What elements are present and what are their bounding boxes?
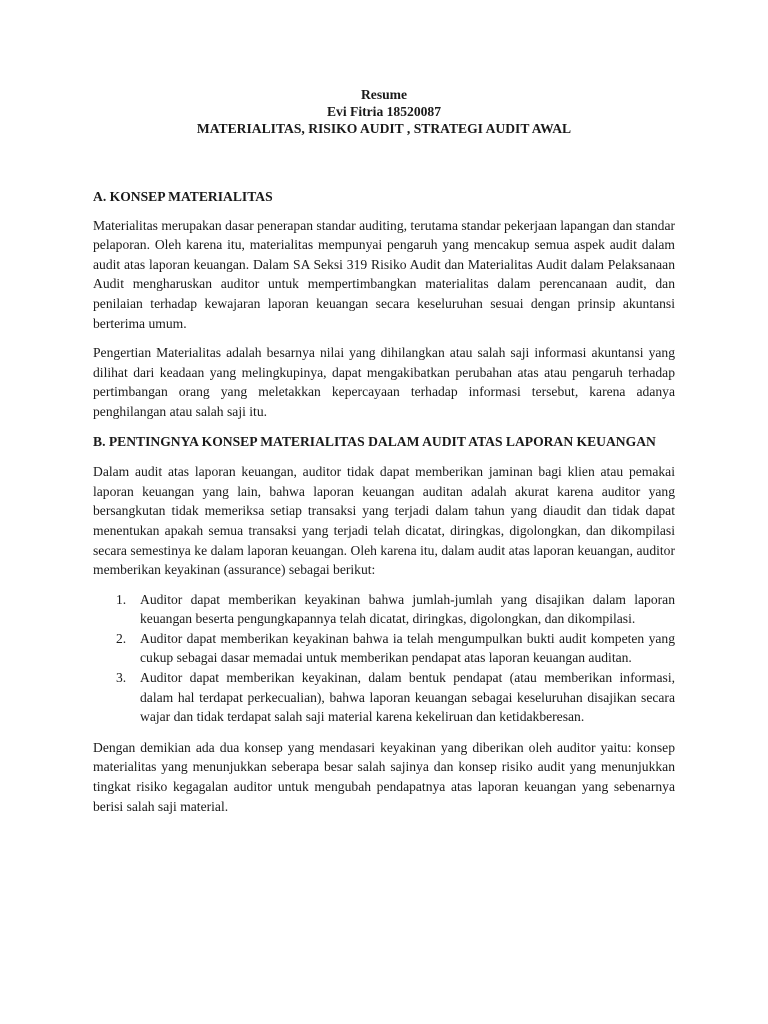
header-author: Evi Fitria 18520087 [326, 104, 442, 119]
header-title: MATERIALITAS, RISIKO AUDIT , STRATEGI AUDIT AWAL [196, 121, 572, 136]
list-item-number: 1. [116, 591, 127, 607]
list-item-text: Auditor dapat memberikan keyakinan bahwa ia telah mengumpulkan bukti audit kompeten yang cukup sebagai dasar memadai untuk memberikan pendapat atas laporan keuangan auditan. [140, 630, 675, 666]
header-resume: Resume [360, 87, 408, 102]
section-a-paragraph-1: Materialitas merupakan dasar penerapan standar auditing, terutama standar pekerjaan lapangan dan standar pelaporan. Oleh karena itu, materialitas mempunyai pengaruh yang mencakup semua aspek audit dalam audit atas laporan keuangan. Dalam SA Seksi 319 Risiko Audit dan Materialitas Audit dalam Pelaksanaan Audit mengharuskan auditor untuk mempertimbangkan materialitas dalam perencanaan audit, dan penilaian terhadap kewajaran laporan keuangan secara keseluruhan sesuai dengan prinsip akuntansi berterima umum. [93, 217, 676, 331]
section-b-paragraph-1: Dalam audit atas laporan keuangan, auditor tidak dapat memberikan jaminan bagi klien atau pemakai laporan keuangan yang lain, bahwa laporan keuangan auditan adalah akurat karena auditor yang bersangkutan tidak memeriksa setiap transaksi yang terjadi dalam tahun yang diaudit dan tidak dapat menentukan apakah semua transaksi yang terjadi telah dicatat, diringkas, digolongkan, dan dikompilasi secara semestinya ke dalam laporan keuangan. Oleh karena itu, dalam audit atas laporan keuangan, auditor memberikan keyakinan (assurance) sebagai berikut: [93, 464, 675, 578]
list-item [93, 590, 675, 629]
section-a-title: A. KONSEP MATERIALITAS [93, 189, 273, 204]
list-item-number: 2. [116, 630, 127, 646]
document-header [93, 86, 675, 137]
list-item [93, 668, 675, 727]
section-b-closing-paragraph: Dengan demikian ada dua konsep yang mendasari keyakinan yang diberikan oleh auditor yaitu: konsep materialitas yang menunjukkan seberapa besar salah sajinya dan konsep risiko audit yang menunjukkan tingkat risiko kegagalan auditor untuk mengubah pendapatnya atas laporan keuangan yang sebenarnya berisi salah saji material. [93, 739, 675, 814]
list-item-number: 3. [116, 670, 127, 686]
list-item-text: Auditor dapat memberikan keyakinan bahwa jumlah-jumlah yang disajikan dalam laporan keuangan beserta pengungkapannya telah dicatat, diringkas, digolongkan, dan dikompilasi. [140, 591, 675, 627]
document-page [93, 86, 675, 816]
list-item [93, 629, 675, 668]
list-item-text: Auditor dapat memberikan keyakinan, dalam bentuk pendapat (atau memberikan informasi, dalam hal terdapat perkecualian), bahwa laporan keuangan sebagai keseluruhan disajikan secara wajar dan tidak terdapat salah saji material karena kekeliruan dan ketidakberesan. [140, 670, 675, 725]
section-a-paragraph-2: Pengertian Materialitas adalah besarnya nilai yang dihilangkan atau salah saji informasi akuntansi yang dilihat dari keadaan yang melingkupinya, dapat mengakibatkan perubahan atas atau pengaruh terhadap pertimbangan orang yang meletakkan kepercayaan terhadap informasi tersebut, karena adanya penghilangan atau salah saji itu. [93, 345, 675, 419]
section-b-title: B. PENTINGNYA KONSEP MATERIALITAS DALAM AUDIT ATAS LAPORAN KEUANGAN [93, 433, 656, 449]
assurance-list [93, 590, 675, 727]
